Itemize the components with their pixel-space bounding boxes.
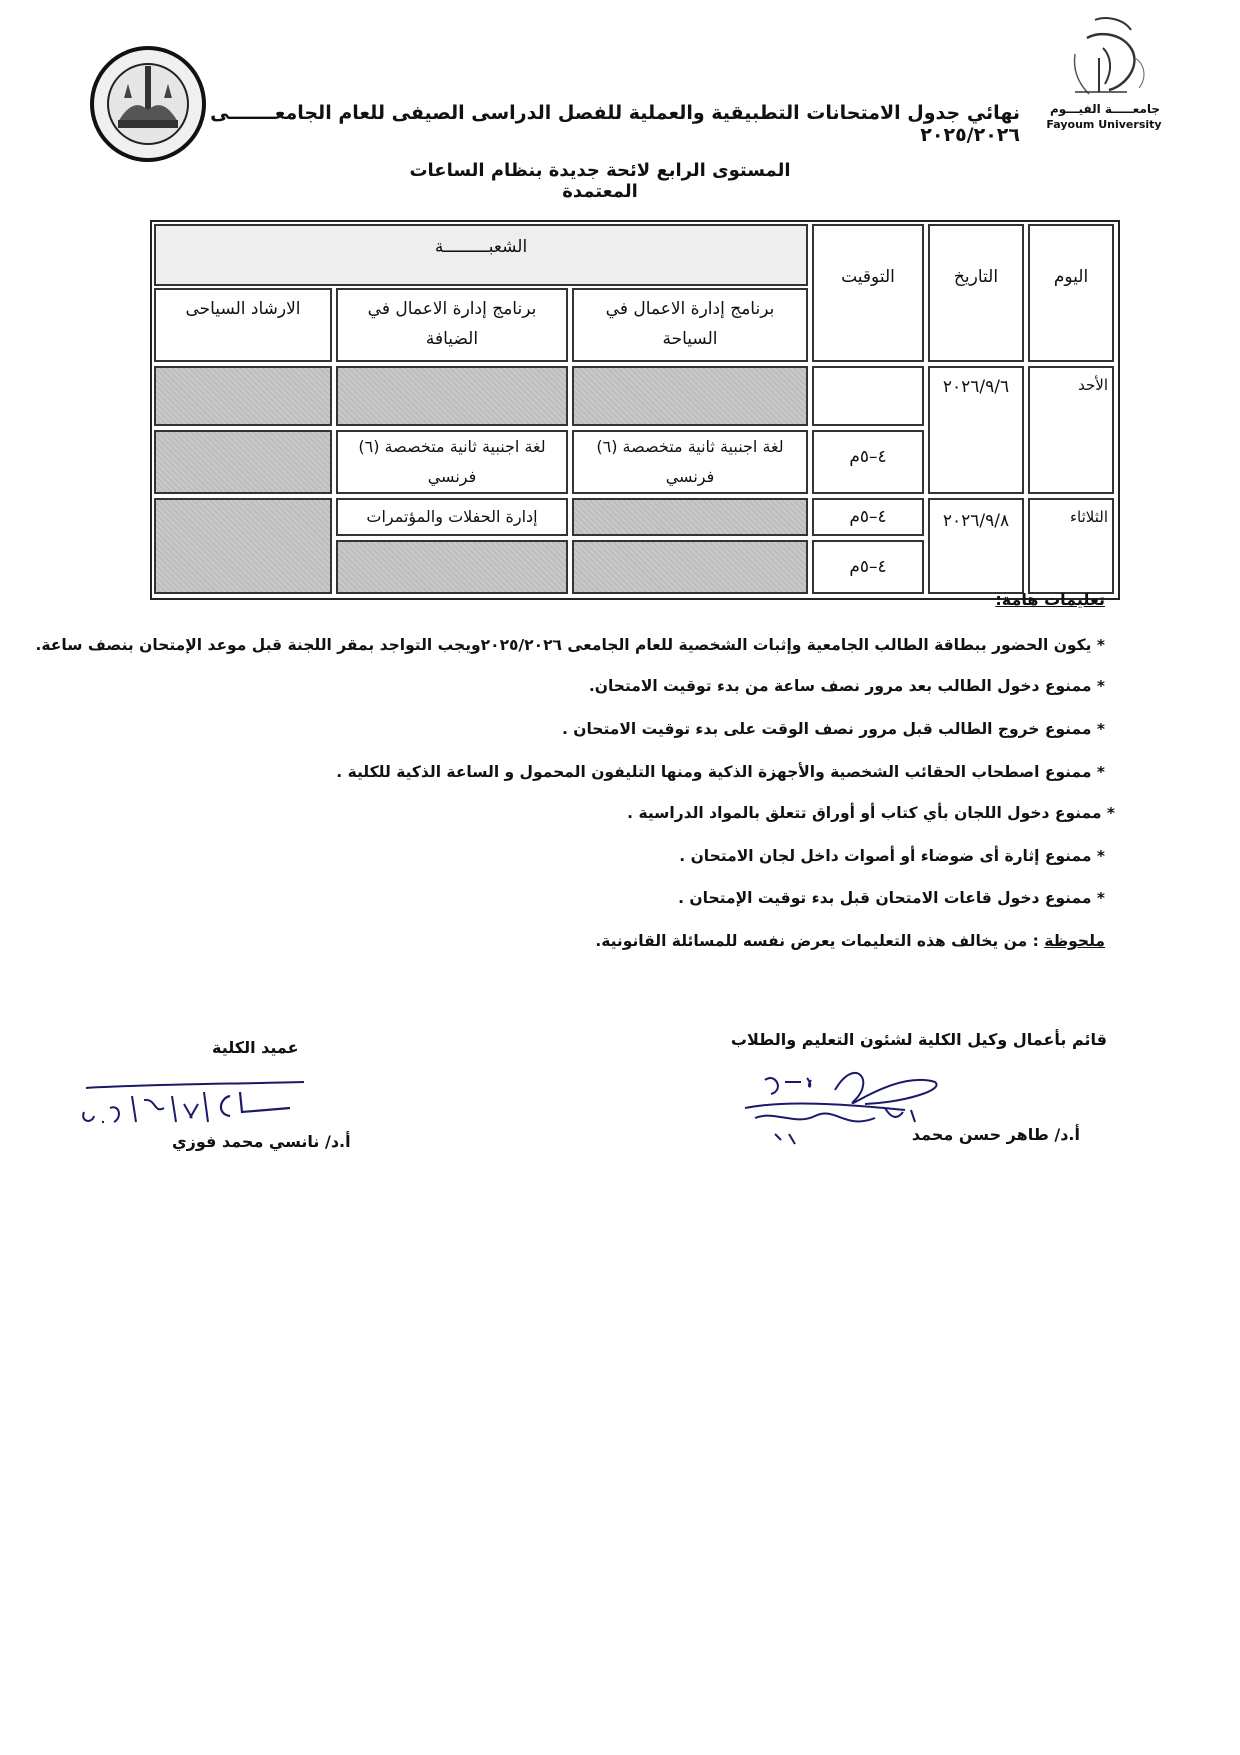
page-subtitle: المستوى الرابع لائحة جديدة بنظام الساعات المعتمدة xyxy=(409,160,791,202)
header-program-tourism-line2: السياحة xyxy=(662,329,718,349)
page-title: نهائي جدول الامتحانات التطبيقية والعملية للفصل الدراسى الصيفى للعام الجامعـــــــى ٢٠٢٥/٢٠٢٦ xyxy=(210,102,1020,146)
day-cell-sunday xyxy=(1028,366,1114,494)
row1-hospitality-line1: لغة اجنبية ثانية متخصصة (٦) xyxy=(358,437,546,456)
university-name-en: Fayoum University xyxy=(1046,118,1162,131)
fayoum-university-logo xyxy=(1035,8,1175,138)
note-text: : من يخالف هذه التعليمات يعرض نفسه للمسائلة القانونية. xyxy=(595,932,1045,950)
row0-guidance xyxy=(154,366,332,426)
instruction-item: * ممنوع دخول اللجان بأي كتاب أو أوراق تتعلق بالمواد الدراسية . xyxy=(627,804,1115,822)
header-date: التاريخ xyxy=(953,267,999,287)
row2-time-cell xyxy=(812,498,924,536)
row3-hospitality xyxy=(336,540,568,594)
row3-time-cell xyxy=(812,540,924,594)
row3-tourism xyxy=(572,540,808,594)
row1-tourism-line1: لغة اجنبية ثانية متخصصة (٦) xyxy=(596,437,784,456)
dean-name: أ.د/ نانسي محمد فوزي xyxy=(172,1132,351,1151)
date-tuesday: ٢٠٢٦/٩/٨ xyxy=(942,511,1010,531)
exam-schedule-table xyxy=(150,220,1120,600)
row3-time: ٤–٥م xyxy=(849,557,887,577)
header-division: الشعبـــــــــة xyxy=(434,237,528,257)
row2-guidance xyxy=(154,498,332,594)
header-time: التوقيت xyxy=(841,267,895,287)
header-date-cell xyxy=(928,224,1024,362)
row1-hospitality-cell xyxy=(336,430,568,494)
day-sunday: الأحد xyxy=(1078,376,1108,394)
header-program-guidance-cell xyxy=(154,288,332,362)
instruction-item: * ممنوع دخول قاعات الامتحان قبل بدء توقيت الإمتحان . xyxy=(678,889,1105,907)
row1-tourism-line2: فرنسي xyxy=(665,467,715,486)
day-cell-tuesday xyxy=(1028,498,1114,594)
row1-guidance xyxy=(154,430,332,494)
instruction-item: * ممنوع إثارة أى ضوضاء أو أصوات داخل لجان الامتحان . xyxy=(679,847,1105,865)
note-label: ملحوظة xyxy=(1044,932,1105,950)
instruction-item: * ممنوع خروج الطالب قبل مرور نصف الوقت على بدء توقيت الامتحان . xyxy=(561,720,1105,738)
day-tuesday: الثلاثاء xyxy=(1069,508,1108,526)
faculty-seal-icon xyxy=(88,44,208,164)
row1-tourism-cell xyxy=(572,430,808,494)
header-time-cell xyxy=(812,224,924,362)
row0-hospitality xyxy=(336,366,568,426)
instruction-item: * ممنوع دخول الطالب بعد مرور نصف ساعة من بدء توقيت الامتحان. xyxy=(588,677,1105,695)
instruction-item: * يكون الحضور ببطاقة الطالب الجامعية وإثبات الشخصية للعام الجامعى ٢٠٢٥/٢٠٢٦ويجب التواجد بمقر اللجنة قبل موعد الإمتحان بنصف ساعة. xyxy=(35,636,1105,654)
faculty-seal xyxy=(88,44,208,164)
row0-tourism xyxy=(572,366,808,426)
header-program-hospitality-line1: برنامج إدارة الاعمال في xyxy=(367,299,537,319)
row2-time: ٤–٥م xyxy=(849,507,887,527)
header-program-tourism-cell xyxy=(572,288,808,362)
row2-tourism xyxy=(572,498,808,536)
header-division-cell xyxy=(154,224,808,286)
row1-hospitality-line2: فرنسي xyxy=(427,467,477,486)
dean-signature xyxy=(80,1078,310,1138)
vice-dean-name: أ.د/ طاهر حسن محمد xyxy=(911,1125,1080,1144)
note-line xyxy=(595,932,1105,950)
handwritten-signature-icon xyxy=(80,1078,310,1138)
header-program-hospitality-line2: الضيافة xyxy=(425,329,479,349)
date-sunday: ٢٠٢٦/٩/٦ xyxy=(942,377,1010,397)
vice-dean-title: قائم بأعمال وكيل الكلية لشئون التعليم والطلاب xyxy=(730,1030,1107,1049)
header-day-cell xyxy=(1028,224,1114,362)
instruction-item: * ممنوع اصطحاب الحقائب الشخصية والأجهزة الذكية ومنها التليفون المحمول و الساعة الذكية للكلية . xyxy=(336,763,1105,781)
date-cell-sunday xyxy=(928,366,1024,494)
date-cell-tuesday xyxy=(928,498,1024,594)
header-day: اليوم xyxy=(1053,267,1089,287)
row2-hospitality-cell xyxy=(336,498,568,536)
row2-hospitality: إدارة الحفلات والمؤتمرات xyxy=(366,507,538,526)
row1-time-cell xyxy=(812,430,924,494)
header-program-hospitality-cell xyxy=(336,288,568,362)
dean-title: عميد الكلية xyxy=(212,1038,299,1057)
university-name-ar: جامعـــــة الفيـــوم xyxy=(1049,102,1161,116)
header-program-guidance: الارشاد السياحى xyxy=(185,299,301,319)
instructions-heading: تعليمات هامة: xyxy=(995,590,1105,609)
row0-time xyxy=(812,366,924,426)
row1-time: ٤–٥م xyxy=(849,447,887,467)
header-program-tourism-line1: برنامج إدارة الاعمال في xyxy=(605,299,775,319)
